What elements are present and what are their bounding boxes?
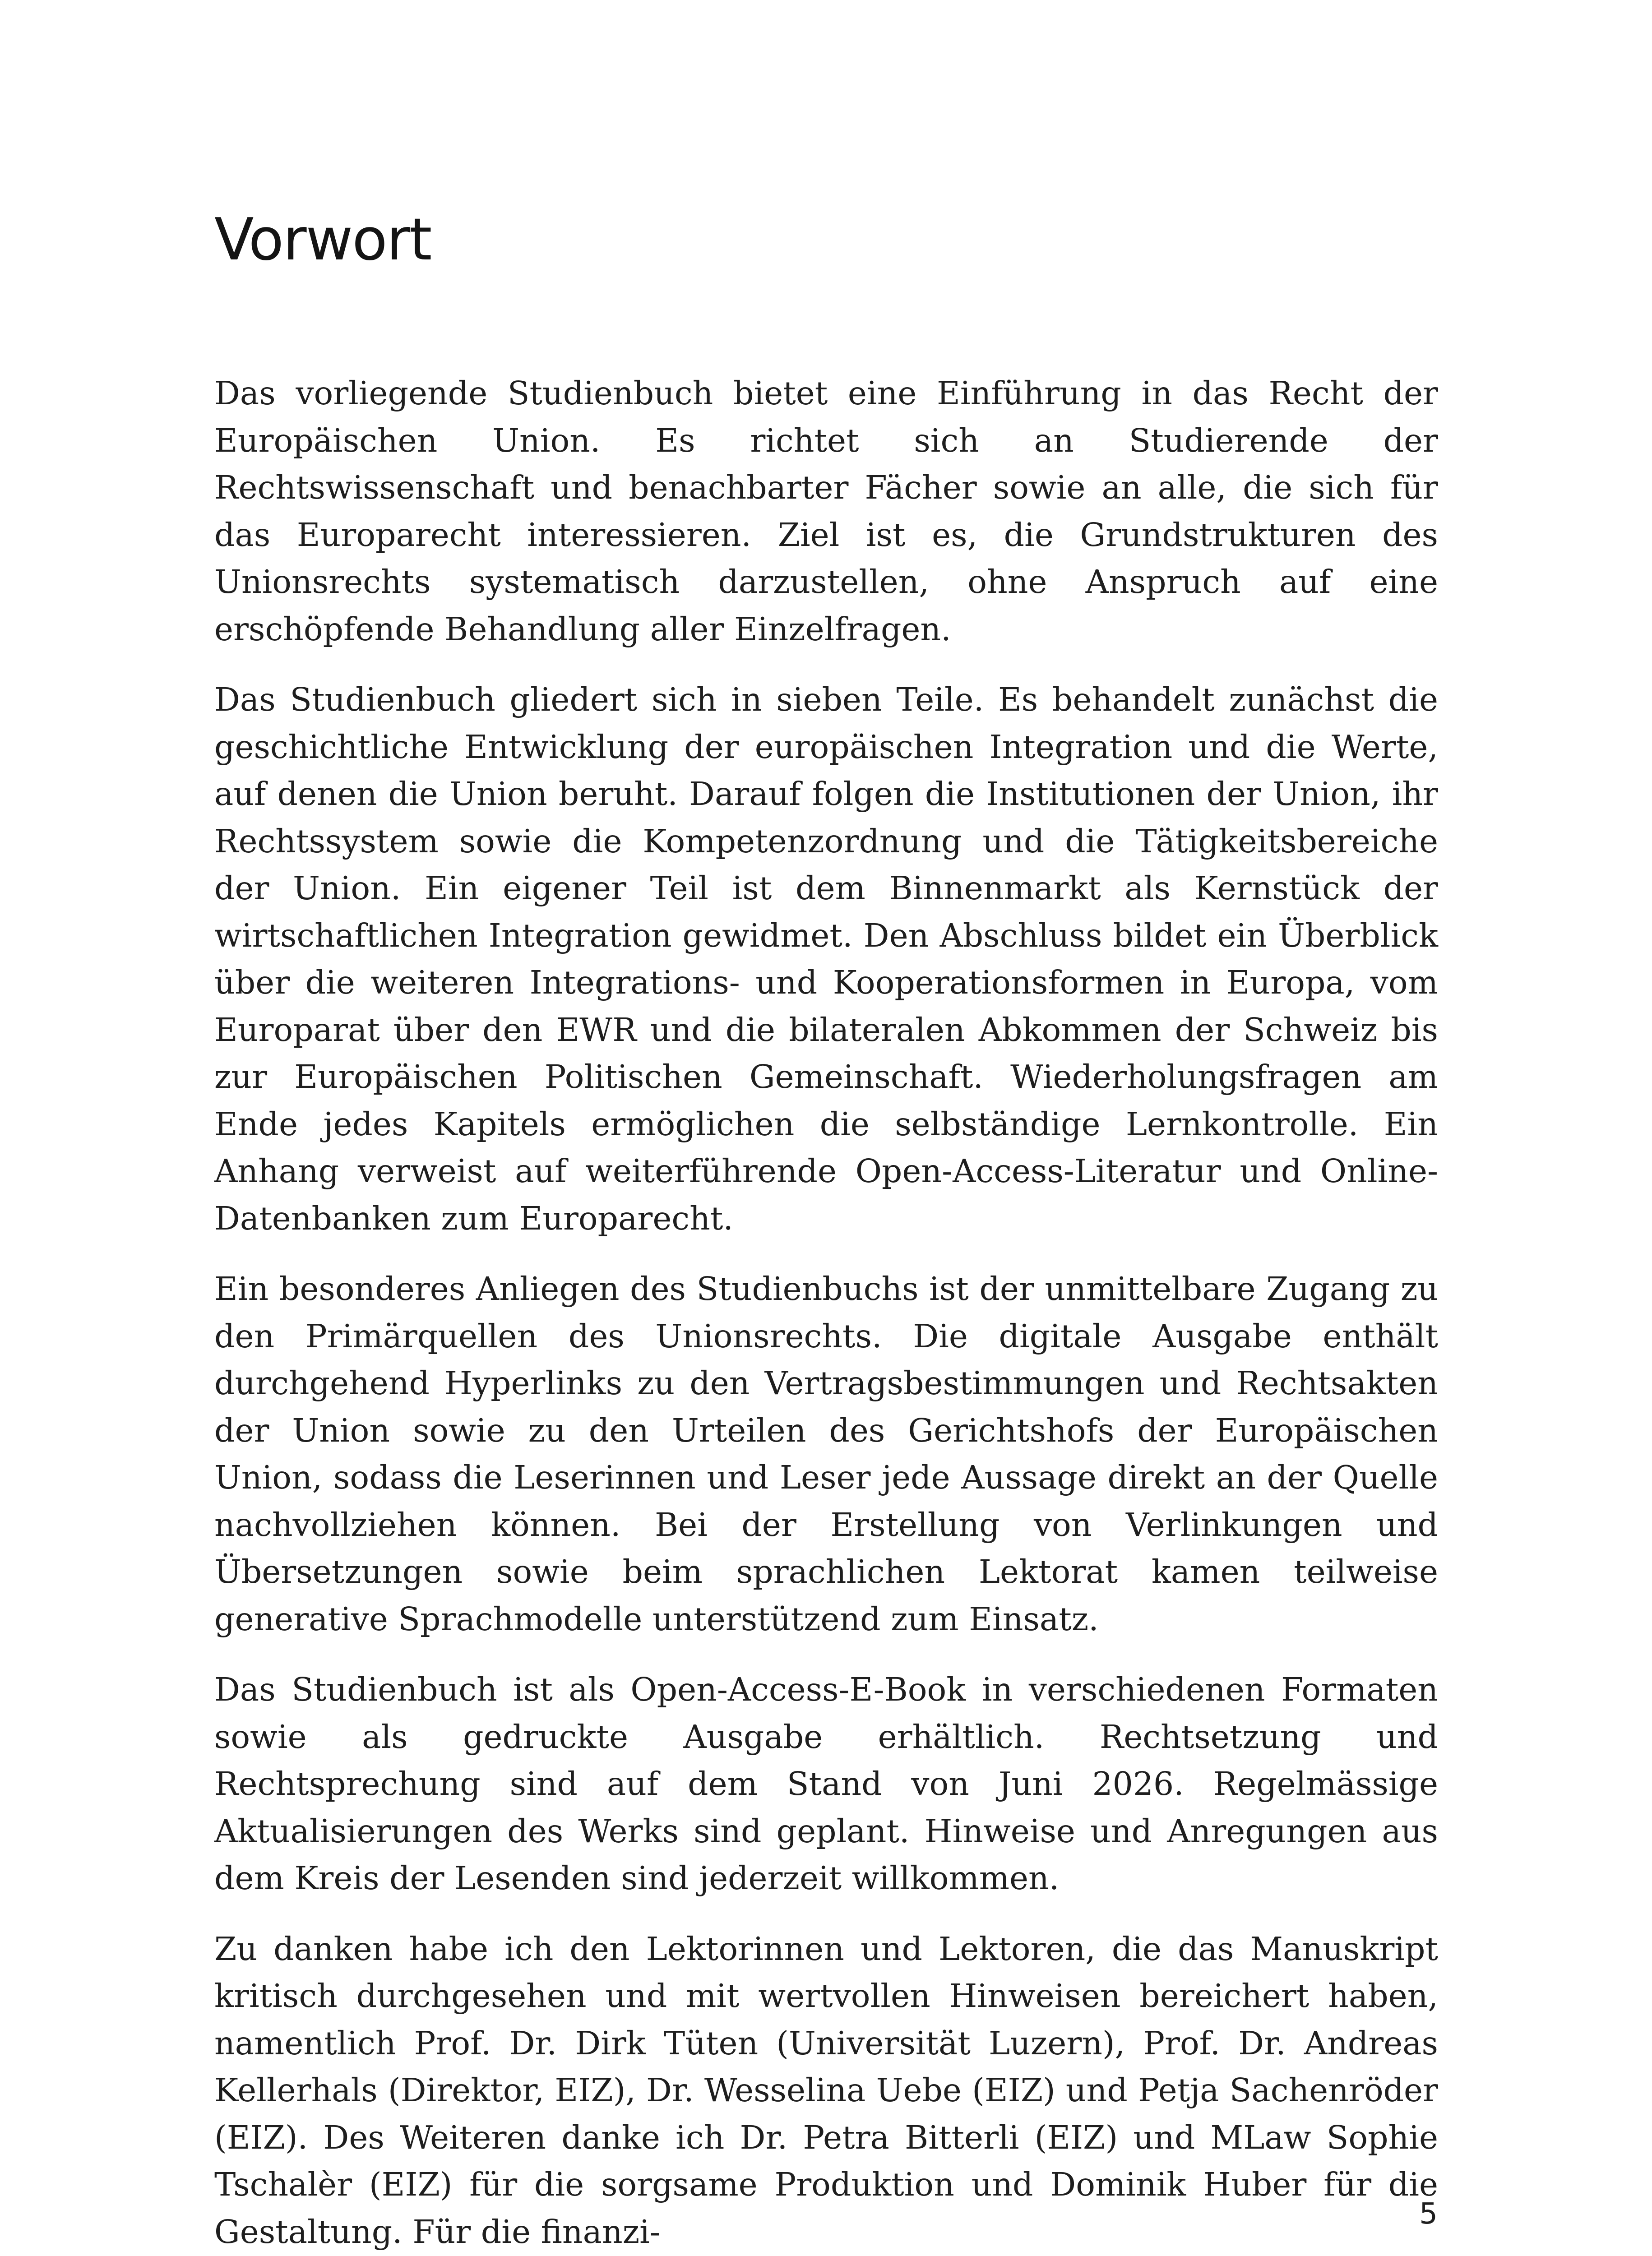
paragraph-editions: Das Studienbuch ist als Open-Access-E-Book in verschiedenen Formaten sowie als gedruckte Ausgabe erhältlich. Rechtsetzung und Rechtsprechung sind auf dem Stand von Juni 2026. Regelmässige Aktualisierungen des Werks sind geplant. Hinweise und Anregungen aus dem Kreis der Lesenden sind jederzeit willkommen. xyxy=(214,1671,1438,1897)
body-text xyxy=(214,370,1438,2256)
page-title: Vorwort xyxy=(214,206,431,273)
page-number: 5 xyxy=(1419,2197,1438,2231)
paragraph-structure: Das Studienbuch gliedert sich in sieben Teile. Es behandelt zunächst die geschichtliche Entwicklung der europäischen Integration und die Werte, auf denen die Union beruht. Darauf folgen die Institutionen der Union, ihr Rechtssystem sowie die Kompetenzordnung und die Tätigkeitsbereiche der Union. Ein eigener Teil ist dem Binnenmarkt als Kernstück der wirtschaftlichen Integration gewidmet. Den Abschluss bildet ein Überblick über die weiteren Integrations- und Kooperationsformen in Europa, vom Europarat über den EWR und die bilateralen Abkommen der Schweiz bis zur Europäischen Politischen Gemeinschaft. Wiederholungsfragen am Ende jedes Kapitels ermöglichen die selbständige Lernkontrolle. Ein Anhang verweist auf weiterführende Open-Access-Literatur und Online-Datenbanken zum Europarecht. xyxy=(214,681,1438,1237)
paragraph-acknowledgements: Zu danken habe ich den Lektorinnen und Lektoren, die das Manuskript kritisch durchgesehen und mit wertvollen Hinweisen bereichert haben, namentlich Prof. Dr. Dirk Tüten (Universität Luzern), Prof. Dr. Andreas Kellerhals (Direktor, EIZ), Dr. Wesselina Uebe (EIZ) und Petja Sachenröder (EIZ). Des Weiteren danke ich Dr. Petra Bitterli (EIZ) und MLaw Sophie Tschalèr (EIZ) für die sorgsame Produktion und Dominik Huber für die Gestaltung. Für die finanzi- xyxy=(214,1930,1438,2251)
paragraph-introduction: Das vorliegende Studienbuch bietet eine Einführung in das Recht der Europäischen Union. Es richtet sich an Studierende der Rechtswissenschaft und benachbarter Fächer sowie an alle, die sich für das Europarecht interessieren. Ziel ist es, die Grundstrukturen des Unionsrechts systematisch darzustellen, ohne Anspruch auf eine erschöpfende Behandlung aller Einzelfragen. xyxy=(214,374,1438,648)
paragraph-primary-sources: Ein besonderes Anliegen des Studienbuchs ist der unmittelbare Zugang zu den Primärquellen des Unionsrechts. Die digitale Ausgabe enthält durchgehend Hyperlinks zu den Vertragsbestimmungen und Rechtsakten der Union sowie zu den Urteilen des Gerichtshofs der Europäischen Union, sodass die Leserinnen und Leser jede Aussage direkt an der Quelle nachvollziehen können. Bei der Erstellung von Verlinkungen und Übersetzungen sowie beim sprachlichen Lektorat kamen teilweise generative Sprachmodelle unterstützend zum Einsatz. xyxy=(214,1270,1438,1638)
